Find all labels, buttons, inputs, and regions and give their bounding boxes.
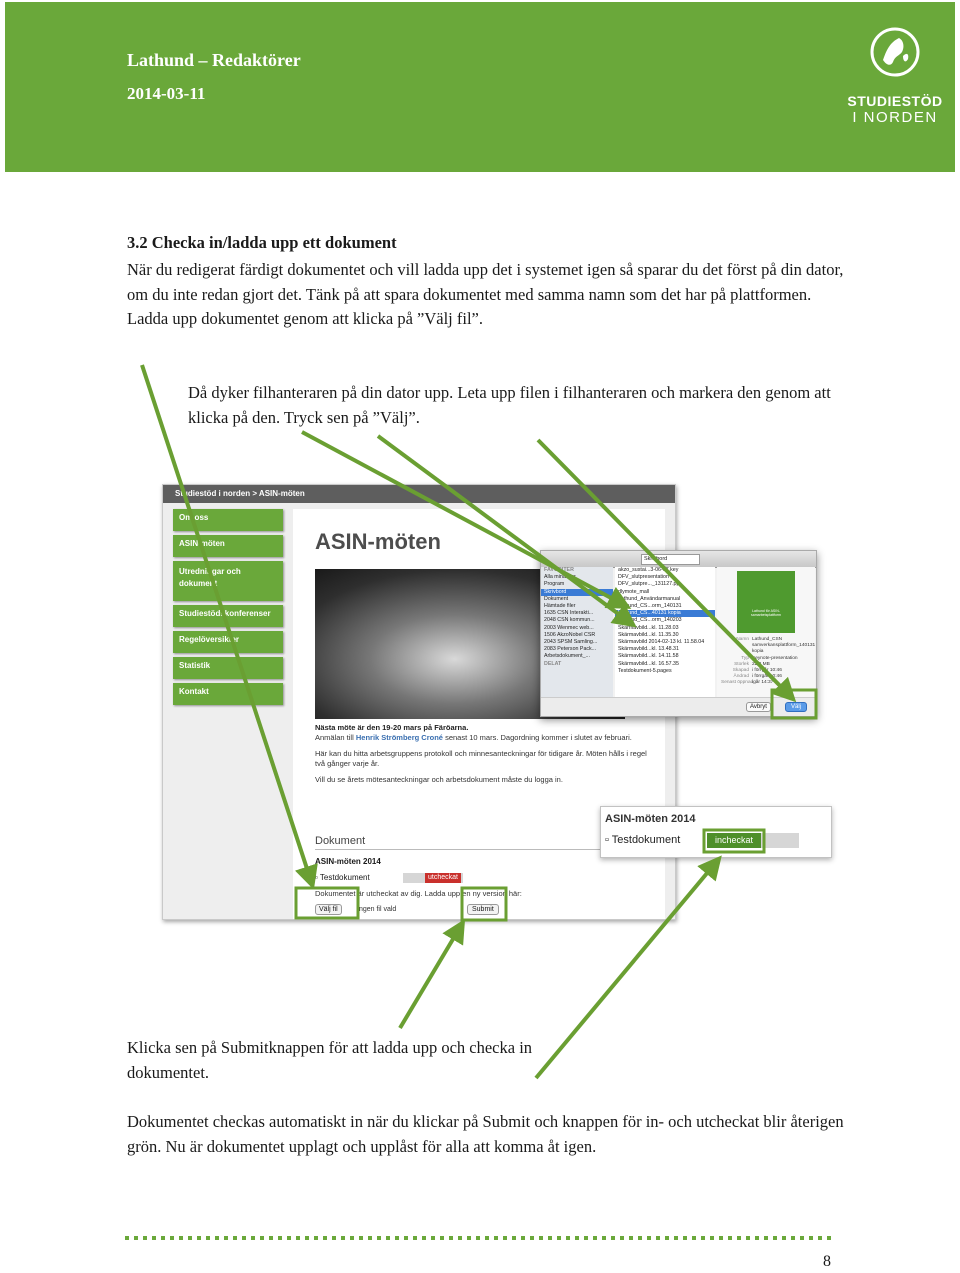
result-instruction: Dokumentet checkas automatiskt in när du klickar på Submit och knappen för in- och utcheckat blir återigen grön. Nu är dokumentet upplagt och upplåst för alla att komma åt igen. — [127, 1112, 844, 1156]
nav-item-kontakt[interactable]: Kontakt — [173, 683, 283, 705]
sidebar-item[interactable]: Hämtade filer — [544, 603, 576, 610]
file-item[interactable]: Lathund_Användarmanual — [618, 595, 681, 602]
file-item[interactable]: Lathund_CS...40131 kopia — [615, 610, 715, 617]
sidebar-item[interactable]: 2043 SPSM Samling... — [544, 639, 598, 646]
logo-line-2: I NORDEN — [852, 109, 938, 126]
sidebar-item[interactable]: Dokument — [544, 595, 569, 602]
checkout-message: Dokumentet är utcheckat av dig. Ladda upp en ny version här: — [315, 889, 522, 898]
intro-paragraph — [127, 258, 847, 332]
dialog-sidebar — [541, 567, 613, 715]
upload-instruction: Ladda upp dokumentet genom att klicka på ”Välj fil”. — [127, 309, 484, 328]
thumbnail-caption: Lathund för ASIN-samarbetsplattform — [751, 609, 781, 617]
signup-text: Anmälan till — [315, 733, 354, 742]
file-item[interactable]: DFV_slutpre..._131127.pp — [618, 581, 680, 588]
metadata-key: Typ — [741, 655, 749, 661]
metadata-value: samverkansplattform_140131 — [752, 643, 816, 649]
sidebar-header: FAVORITER — [544, 567, 574, 573]
sidebar-footer: DELAT — [544, 660, 562, 667]
file-item[interactable]: Lathund_CS...orm_140203 — [618, 617, 682, 624]
document-title: Lathund – Redaktörer — [127, 50, 301, 70]
breadcrumb: Studiestöd i norden > ASIN-möten — [175, 489, 305, 498]
screenshot-sidebar — [173, 509, 283, 709]
dialog-buttons — [541, 697, 816, 717]
file-item[interactable]: Skärmavbild...kl. 16.57.35 — [618, 660, 679, 667]
signup-contact-link[interactable]: Henrik Strömberg Croné — [355, 733, 443, 742]
metadata-value: 22,8 MB — [752, 661, 770, 667]
no-file-label: Ingen fil vald — [357, 906, 397, 913]
dialog-file-list — [615, 567, 715, 697]
submit-button[interactable]: Submit — [467, 904, 499, 915]
file-dialog — [540, 550, 817, 717]
folder-selector[interactable]: Skrivbord — [641, 554, 700, 565]
signup-rest: senast 10 mars. Dagordning kommer i slutet av februari. — [445, 733, 632, 742]
section-title: 3.2 Checka in/ladda upp ett dokument — [127, 233, 397, 252]
metadata-key: Senast öppnad — [721, 680, 754, 686]
nav-item-asin-moten[interactable]: ASIN-möten — [173, 535, 283, 557]
sidebar-item[interactable]: Arbetsdokument_... — [544, 653, 590, 660]
file-item[interactable]: Skärmavbild...kl. 13.48.31 — [618, 646, 679, 653]
metadata-value: Lathund_CSN — [752, 637, 783, 642]
file-metadata — [721, 637, 816, 687]
document-name-text: Testdokument — [319, 873, 370, 882]
file-item[interactable]: dlymote_mall — [618, 588, 650, 595]
choose-button[interactable]: Välj — [785, 702, 807, 712]
footer-divider — [125, 1236, 835, 1240]
sidebar-item[interactable]: Alla mina filer — [544, 574, 576, 581]
nav-item-om-oss[interactable]: Om oss — [173, 509, 283, 531]
sidebar-item[interactable]: Program — [544, 581, 565, 588]
metadata-key: Skapad — [732, 668, 749, 674]
submit-instruction: Klicka sen på Submitknappen för att ladda upp och checka in dokumentet. — [127, 1038, 533, 1082]
meeting-info — [315, 723, 655, 791]
metadata-key: Storlek — [734, 661, 749, 667]
nordic-map-logo-icon — [869, 26, 921, 78]
file-item[interactable]: Lathund_CS...orm_140131 — [618, 603, 682, 610]
screenshot-topbar — [163, 485, 675, 503]
file-item[interactable]: Skärmavbild 2014-02-13 kl. 11.58.04 — [618, 639, 705, 646]
file-item[interactable]: Skärmavbild...kl. 11.28.03 — [618, 624, 679, 631]
document-date: 2014-03-11 — [127, 84, 206, 103]
document-header: Dokument — [315, 835, 635, 850]
metadata-key: Namn — [736, 637, 749, 642]
studiestod-logo — [845, 26, 945, 126]
sidebar-item[interactable]: Skrivbord — [541, 589, 613, 596]
metadata-value: kopia — [752, 649, 764, 655]
metadata-row — [721, 680, 813, 686]
dialog-preview — [717, 567, 815, 697]
page-number: 8 — [823, 1253, 831, 1270]
arrow-to-submit — [400, 924, 462, 1028]
next-meeting: Nästa möte är den 19-20 mars på Färöarna. — [315, 723, 469, 732]
file-manager-instruction: Då dyker filhanteraren på din dator upp. Leta upp filen i filhanteraren och markera den genom att klicka på den. Tryck sen på ”Välj”. — [188, 383, 831, 427]
file-item[interactable]: Skärmavbild...kl. 11.35.30 — [618, 631, 679, 638]
incheckat-badge[interactable]: incheckat — [707, 833, 761, 848]
file-item[interactable]: Skärmavbild...kl. 14.11.58 — [618, 653, 679, 660]
preview-thumbnail — [737, 571, 795, 633]
nav-item-utredningar[interactable]: Utredningar och dokument — [173, 561, 283, 601]
cancel-button[interactable]: Avbryt — [746, 702, 771, 712]
metadata-key: Ändrad — [733, 674, 749, 680]
metadata-value: i förrgår 10:46 — [752, 674, 782, 680]
sidebar-item[interactable]: 1506 AkzoNobel CSR — [544, 631, 596, 638]
protocol-text: Här kan du hitta arbetsgruppens protokoll och minnesanteckningar för tidigare år. Möten hålls i regel två gånger varje år. — [315, 749, 647, 768]
file-item[interactable]: Testdokument-5.pages — [618, 667, 672, 674]
nav-item-konferenser[interactable]: Studiestödskonferenser — [173, 605, 283, 627]
incheckat-popup — [600, 806, 832, 858]
intro-text: När du redigerat färdigt dokumentet och vill ladda upp det i systemet igen så sparar du det först på din dator, om du inte redan gjort det. Tänk på att spara dokumentet med samma namn som det har på plattformen. — [127, 260, 844, 304]
login-text: Vill du se årets mötesanteckningar och arbetsdokument måste du logga in. — [315, 775, 563, 784]
sidebar-item[interactable]: 1635 CSN Interakti... — [544, 610, 594, 617]
document-group: ASIN-möten 2014 — [315, 857, 381, 866]
utcheckat-badge[interactable]: utcheckat — [425, 873, 461, 883]
document-name: ▫ Testdokument — [315, 873, 370, 882]
nav-item-statistik[interactable]: Statistik — [173, 657, 283, 679]
nav-item-regeloversikter[interactable]: Regelöversikter — [173, 631, 283, 653]
sidebar-item[interactable]: 2003 Wenmec web... — [544, 624, 594, 631]
screenshot-page-title: ASIN-möten — [315, 529, 441, 554]
popup-document: ▫ Testdokument — [605, 834, 681, 846]
popup-document-text: Testdokument — [611, 834, 681, 846]
metadata-value: i förrgår 10:46 — [752, 668, 782, 674]
file-item[interactable]: DFV_slutpresentation — [618, 574, 669, 581]
sidebar-item[interactable]: 2083 Peterson Pack... — [544, 646, 597, 653]
metadata-value: igår 14:37 — [752, 680, 774, 686]
logo-line-1: STUDIESTÖD — [847, 93, 943, 109]
file-item[interactable]: akzo_sustai...3-06-17.key — [618, 567, 679, 573]
metadata-value: Keynote-presentation — [752, 655, 798, 661]
dialog-toolbar — [541, 551, 816, 568]
header-band — [5, 2, 955, 172]
popup-title: ASIN-möten 2014 — [605, 813, 696, 825]
choose-file-button[interactable]: Välj fil — [315, 904, 342, 915]
sidebar-item[interactable]: 2048 CSN kommun... — [544, 617, 595, 624]
